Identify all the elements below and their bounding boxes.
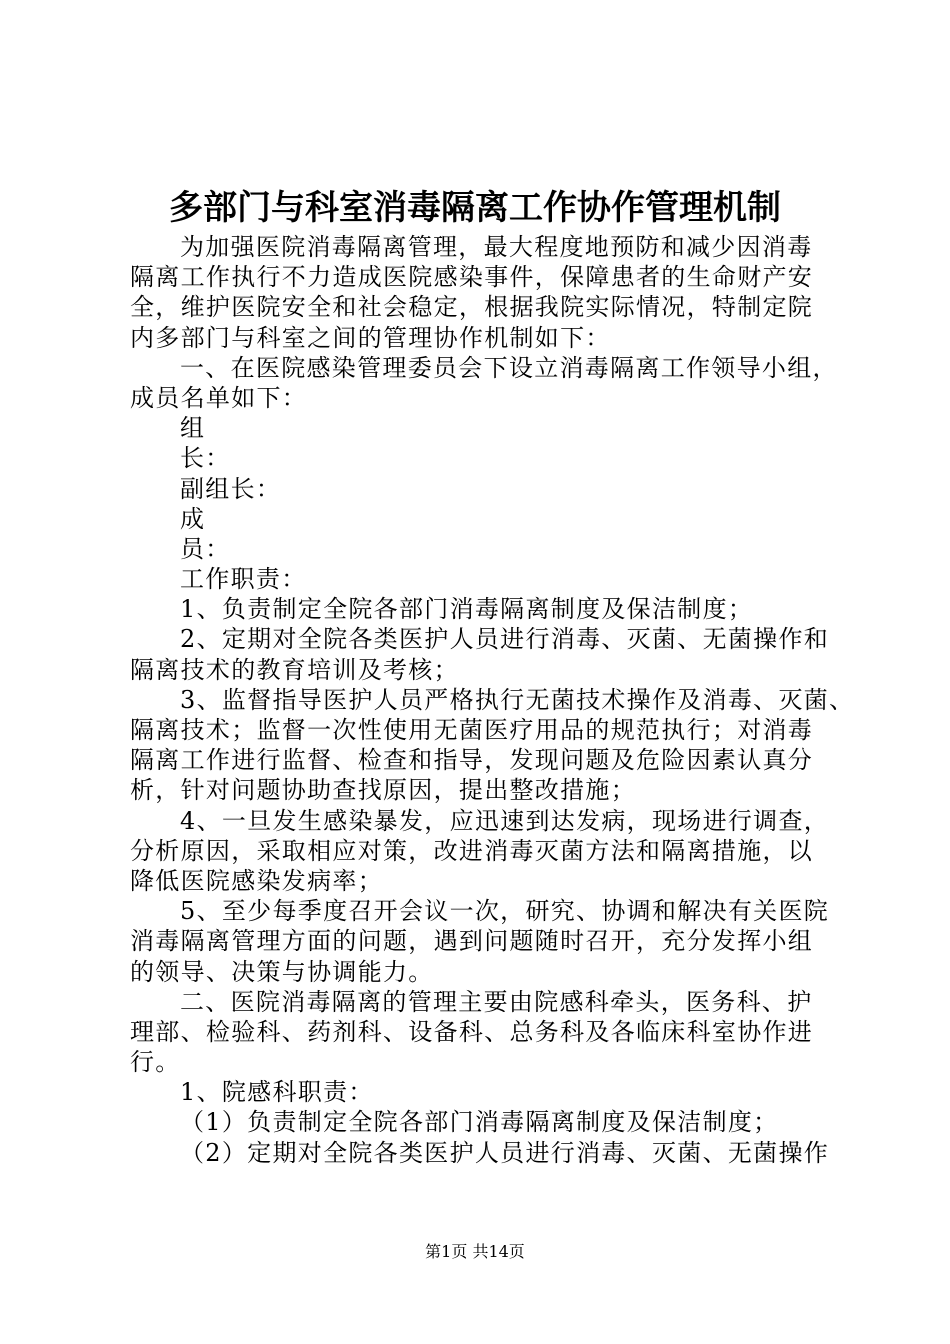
body-line: 理部、检验科、药剂科、设备科、总务科及各临床科室协作进 xyxy=(130,1017,814,1046)
body-line: 内多部门与科室之间的管理协作机制如下： xyxy=(130,323,611,352)
body-line: 析，针对问题协助查找原因，提出整改措施； xyxy=(130,776,636,805)
body-line: （1）负责制定全院各部门消毒隔离制度及保洁制度； xyxy=(180,1108,779,1137)
body-line: 隔离技术的教育培训及考核； xyxy=(130,655,459,684)
body-line: 隔离技术；监督一次性使用无菌医疗用品的规范执行；对消毒 xyxy=(130,716,814,744)
document-title: 多部门与科室消毒隔离工作协作管理机制 xyxy=(169,188,781,228)
body-line: 消毒隔离管理方面的问题，遇到问题随时召开，充分发挥小组 xyxy=(130,927,814,956)
body-line: 长： xyxy=(180,444,231,473)
body-line: 1、负责制定全院各部门消毒隔离制度及保洁制度； xyxy=(180,595,754,624)
body-line: 2、定期对全院各类医护人员进行消毒、灭菌、无菌操作和 xyxy=(180,625,830,654)
body-line: 为加强医院消毒隔离管理，最大程度地预防和减少因消毒 xyxy=(180,233,813,261)
body-line: 隔离工作执行不力造成医院感染事件，保障患者的生命财产安 xyxy=(130,263,814,292)
body-line: 组 xyxy=(180,414,206,443)
page-footer: 第1页 共14页 xyxy=(425,1242,525,1261)
body-line: 二、医院消毒隔离的管理主要由院感科牵头，医务科、护 xyxy=(180,987,813,1016)
body-line: 工作职责： xyxy=(180,565,307,594)
body-line: 成 xyxy=(180,504,206,533)
body-line: 分析原因，采取相应对策，改进消毒灭菌方法和隔离措施，以 xyxy=(130,836,814,865)
body-line: 1、院感科职责： xyxy=(180,1078,374,1107)
body-line: 5、至少每季度召开会议一次，研究、协调和解决有关医院 xyxy=(180,897,830,926)
body-line: （2）定期对全院各类医护人员进行消毒、灭菌、无菌操作 xyxy=(180,1138,830,1167)
body-line: 3、监督指导医护人员严格执行无菌技术操作及消毒、灭菌、 xyxy=(180,685,855,714)
body-line: 员： xyxy=(180,534,231,563)
body-line: 4、一旦发生感染暴发，应迅速到达发病，现场进行调查， xyxy=(180,806,830,835)
body-line: 全，维护医院安全和社会稳定，根据我院实际情况，特制定院 xyxy=(130,293,814,322)
body-line: 的领导、决策与协调能力。 xyxy=(130,957,434,986)
document-body xyxy=(130,232,855,1168)
body-line: 行。 xyxy=(130,1048,181,1077)
body-line: 隔离工作进行监督、检查和指导，发现问题及危险因素认真分 xyxy=(130,746,814,775)
body-line: 降低医院感染发病率； xyxy=(130,866,383,895)
body-line: 副组长： xyxy=(180,474,282,503)
body-line: 一、在医院感染管理委员会下设立消毒隔离工作领导小组， xyxy=(180,353,838,382)
body-line: 成员名单如下： xyxy=(130,383,308,412)
